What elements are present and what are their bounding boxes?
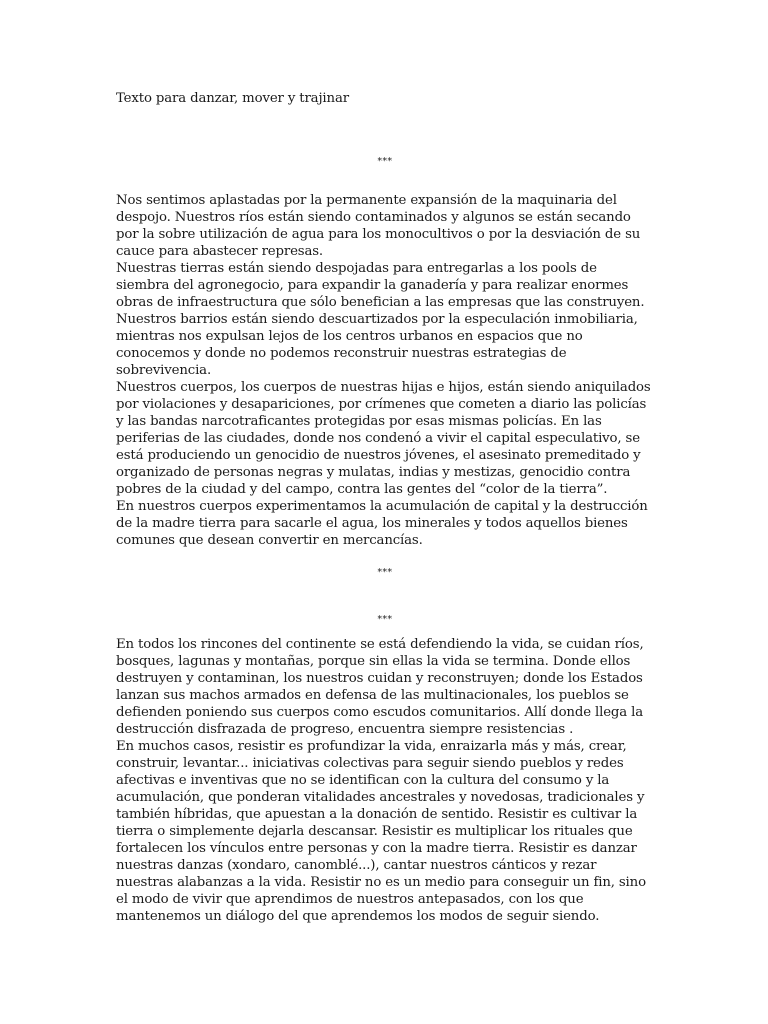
section-separator: *** [377,615,393,625]
paragraph: En todos los rincones del continente se está defendiendo la vida, se cuidan ríos, bosques, lagunas y montañas, porque sin ellas la vida se termina. Donde ellos destruyen y contaminan, los nuestros cuidan y reconstruyen; donde los Estados lanzan sus machos armados en defensa de las multinacionales, los pueblos se defienden poniendo sus cuerpos como escudos comunitarios. Allí donde llega la destrucción disfrazada de progreso, encuentra siempre resistencias . [116,637,644,737]
section-separator: *** [377,157,393,167]
paragraph: Nos sentimos aplastadas por la permanente expansión de la maquinaria del despojo. Nuestros ríos están siendo contaminados y algunos se están secando por la sobre utilización de agua para los monocultivos o por la desviación de su cauce para abastecer represas. [116,193,641,259]
paragraph: Nuestras tierras están siendo despojadas para entregarlas a los pools de siembra del agronegocio, para expandir la ganadería y para realizar enormes obras de infraestructura que sólo benefician a las empresas que las construyen. [116,261,645,310]
paragraph: Nuestros barrios están siendo descuartizados por la especulación inmobiliaria, mientras nos expulsan lejos de los centros urbanos en espacios que no conocemos y donde no podemos reconstruir nuestras estrategias de sobrevivencia. [116,312,638,378]
paragraph: En muchos casos, resistir es profundizar la vida, enraizarla más y más, crear, construir, levantar... iniciativas colectivas para seguir siendo pueblos y redes afectivas e inventivas que no se identifican con la cultura del consumo y la acumulación, que ponderan vitalidades ancestrales y novedosas, tradicionales y también híbridas, que apuestan a la donación de sentido. Resistir es cultivar la tierra o simplemente dejarla descansar. Resistir es multiplicar los rituales que fortalecen los vínculos entre personas y con la madre tierra. Resistir es danzar nuestras danzas (xondaro, canomblé...), cantar nuestros cánticos y rezar nuestras alabanzas a la vida. Resistir no es un medio para conseguir un fin, sino el modo de vivir que aprendimos de nuestros antepasados, con los que mantenemos un diálogo del que aprendemos los modos de seguir siendo. [116,739,646,924]
text-section-1 [116,192,654,549]
paragraph: En nuestros cuerpos experimentamos la acumulación de capital y la destrucción de la madre tierra para sacarle el agua, los minerales y todos aquellos bienes comunes que desean convertir en mercancías. [116,499,648,548]
text-section-2 [116,636,654,925]
paragraph: Nuestros cuerpos, los cuerpos de nuestras hijas e hijos, están siendo aniquilados por violaciones y desapariciones, por crímenes que cometen a diario las policías y las bandas narcotraficantes protegidas por esas mismas policías. En las periferias de las ciudades, donde nos condenó a vivir el capital especulativo, se está produciendo un genocidio de nuestros jóvenes, el asesinato premeditado y organizado de personas negras y mulatas, indias y mestizas, genocidio contra pobres de la ciudad y del campo, contra las gentes del “color de la tierra”. [116,380,651,497]
document-title: Texto para danzar, mover y trajinar [116,91,349,106]
section-separator: *** [377,568,393,578]
